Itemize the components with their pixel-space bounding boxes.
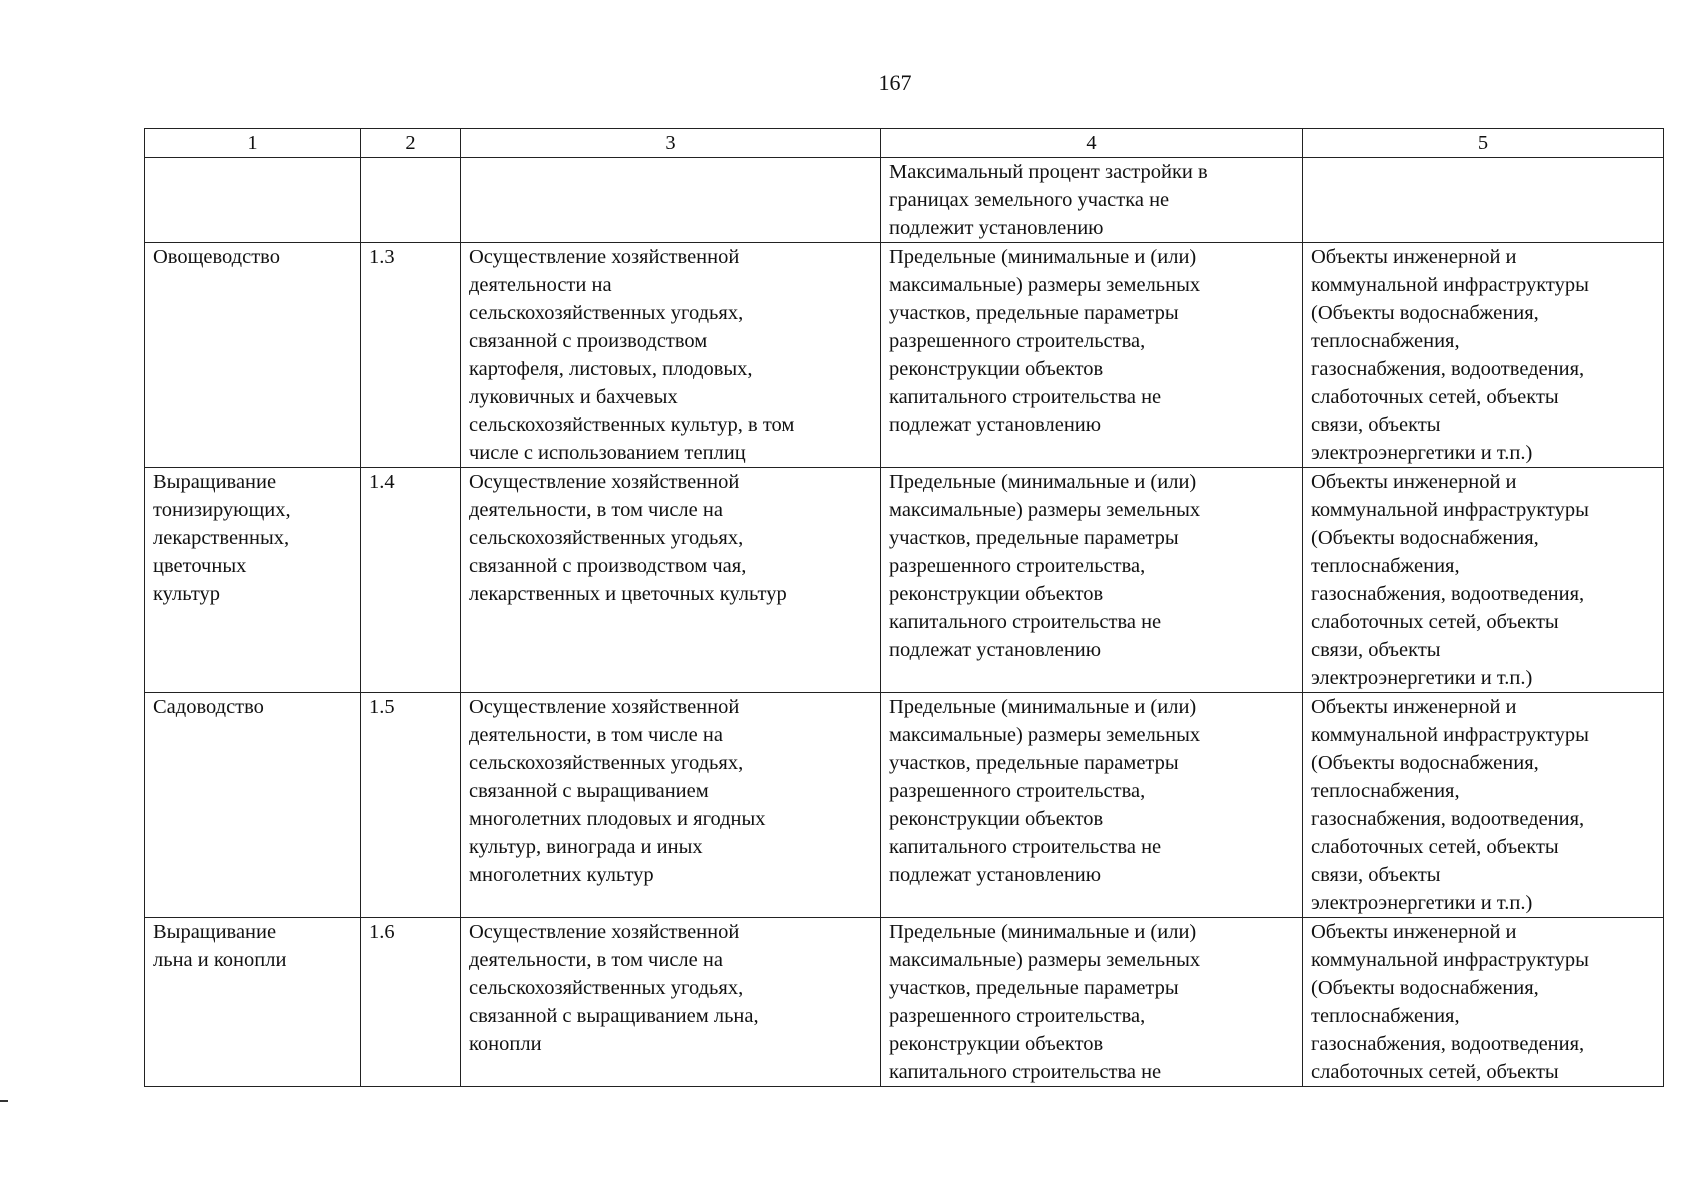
table-row xyxy=(145,918,1664,1087)
land-use-code-cell: 1.3 xyxy=(361,243,461,468)
parameters-cell: Предельные (минимальные и (или) максимальные) размеры земельных участков, предельные параметры разрешенного строительства, реконструкции объектов капитального строительства не подлежат установлению xyxy=(881,468,1303,693)
column-header: 4 xyxy=(881,129,1303,158)
land-use-name-cell: Выращивание тонизирующих, лекарственных, цветочных культур xyxy=(145,468,361,693)
table-row xyxy=(145,158,1664,243)
description-cell: Осуществление хозяйственной деятельности, в том числе на сельскохозяйственных угодьях, связанной с производством чая, лекарственных и цветочных культур xyxy=(461,468,881,693)
land-use-code-cell: 1.6 xyxy=(361,918,461,1087)
auxiliary-objects-cell: Объекты инженерной и коммунальной инфраструктуры (Объекты водоснабжения, теплоснабжения, газоснабжения, водоотведения, слаботочных сетей, объекты связи, объекты электроэнергетики и т.п.) xyxy=(1303,243,1664,468)
description-cell xyxy=(461,158,881,243)
auxiliary-objects-cell: Объекты инженерной и коммунальной инфраструктуры (Объекты водоснабжения, теплоснабжения, газоснабжения, водоотведения, слаботочных сетей, объекты xyxy=(1303,918,1664,1087)
column-header: 3 xyxy=(461,129,881,158)
land-use-name-cell: Овощеводство xyxy=(145,243,361,468)
auxiliary-objects-cell: Объекты инженерной и коммунальной инфраструктуры (Объекты водоснабжения, теплоснабжения, газоснабжения, водоотведения, слаботочных сетей, объекты связи, объекты электроэнергетики и т.п.) xyxy=(1303,468,1664,693)
land-use-code-cell: 1.5 xyxy=(361,693,461,918)
table-row xyxy=(145,243,1664,468)
parameters-cell: Предельные (минимальные и (или) максимальные) размеры земельных участков, предельные параметры разрешенного строительства, реконструкции объектов капитального строительства не подлежат установлению xyxy=(881,693,1303,918)
table-row xyxy=(145,693,1664,918)
column-header: 1 xyxy=(145,129,361,158)
description-cell: Осуществление хозяйственной деятельности, в том числе на сельскохозяйственных угодьях, связанной с выращиванием многолетних плодовых и ягодных культур, винограда и иных многолетних культур xyxy=(461,693,881,918)
table-row xyxy=(145,468,1664,693)
land-use-table xyxy=(144,128,1664,1087)
parameters-cell: Предельные (минимальные и (или) максимальные) размеры земельных участков, предельные параметры разрешенного строительства, реконструкции объектов капитального строительства не подлежат установлению xyxy=(881,243,1303,468)
margin-mark xyxy=(0,1100,8,1102)
parameters-cell: Предельные (минимальные и (или) максимальные) размеры земельных участков, предельные параметры разрешенного строительства, реконструкции объектов капитального строительства не xyxy=(881,918,1303,1087)
column-header: 5 xyxy=(1303,129,1664,158)
description-cell: Осуществление хозяйственной деятельности на сельскохозяйственных угодьях, связанной с производством картофеля, листовых, плодовых, луковичных и бахчевых сельскохозяйственных культур, в том числе с использованием теплиц xyxy=(461,243,881,468)
auxiliary-objects-cell xyxy=(1303,158,1664,243)
column-header: 2 xyxy=(361,129,461,158)
land-use-name-cell xyxy=(145,158,361,243)
auxiliary-objects-cell: Объекты инженерной и коммунальной инфраструктуры (Объекты водоснабжения, теплоснабжения, газоснабжения, водоотведения, слаботочных сетей, объекты связи, объекты электроэнергетики и т.п.) xyxy=(1303,693,1664,918)
parameters-cell: Максимальный процент застройки в границах земельного участка не подлежит установлению xyxy=(881,158,1303,243)
table-header-row xyxy=(145,129,1664,158)
land-use-code-cell: 1.4 xyxy=(361,468,461,693)
page-number: 167 xyxy=(878,70,912,95)
land-use-code-cell xyxy=(361,158,461,243)
description-cell: Осуществление хозяйственной деятельности, в том числе на сельскохозяйственных угодьях, связанной с выращиванием льна, конопли xyxy=(461,918,881,1087)
land-use-name-cell: Выращивание льна и конопли xyxy=(145,918,361,1087)
land-use-name-cell: Садоводство xyxy=(145,693,361,918)
